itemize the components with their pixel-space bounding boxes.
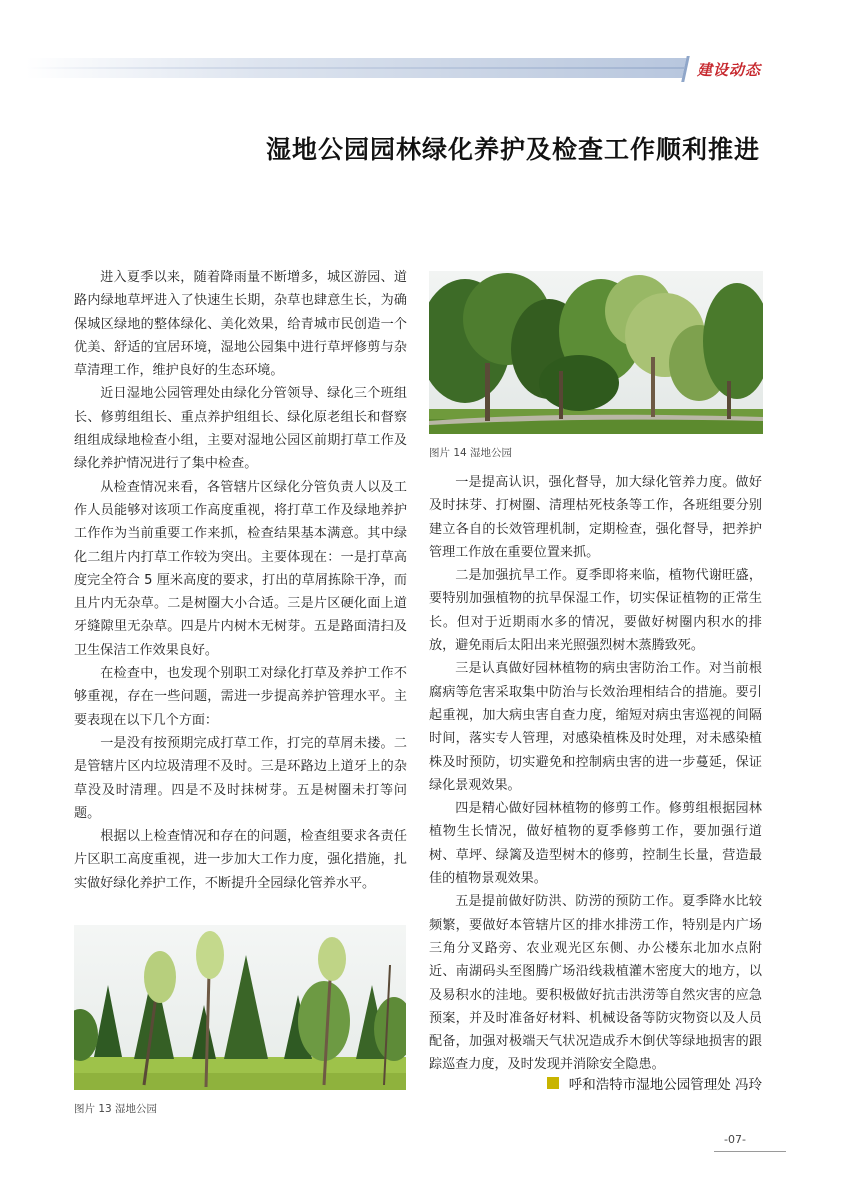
byline bbox=[547, 1073, 762, 1093]
page-number: -07- bbox=[724, 1133, 746, 1146]
figure-caption: 图片 14 湿地公园 bbox=[429, 447, 513, 459]
paragraph: 在检查中，也发现个别职工对绿化打草及养护工作不够重视，存在一些问题，需进一步提高养护管理水平。主要表现在以下几个方面： bbox=[74, 666, 407, 728]
section-label: 建设动态 bbox=[697, 61, 762, 79]
left-column bbox=[74, 266, 407, 895]
paragraph: 一是提高认识，强化督导，加大绿化管养力度。做好及时抹芽、打树圈、清理枯死枝条等工作，各班组要分别建立各自的长效管理机制，定期检查，强化督导，把养护管理工作放在重要位置来抓。 bbox=[429, 475, 762, 560]
header-band bbox=[26, 58, 694, 78]
byline-text: 呼和浩特市湿地公园管理处 冯玲 bbox=[568, 1077, 762, 1093]
right-column bbox=[429, 471, 762, 1077]
paragraph: 五是提前做好防洪、防涝的预防工作。夏季降水比较频繁，要做好本管辖片区的排水排涝工作，特别是内广场三角分叉路旁、农业观光区东侧、办公楼东北加水点附近、南湖码头至图腾广场沿线栽植灌木密度大的地方，以及易积水的洼地。要积极做好抗击洪涝等自然灾害的应急预案，并及时准备好材料、机械设备等防灾物资以及人员配备，加强对极端天气状况造成乔木倒伏等绿地损害的跟踪巡查力度，及时发现并消除安全隐患。 bbox=[429, 894, 762, 1073]
byline-square-icon bbox=[547, 1077, 559, 1089]
paragraph: 四是精心做好园林植物的修剪工作。修剪组根据园林植物生长情况，做好植物的夏季修剪工作，要加强行道树、草坪、绿篱及造型树木的修剪，控制生长量，营造最佳的植物景观效果。 bbox=[429, 801, 762, 887]
paragraph: 进入夏季以来，随着降雨量不断增多，城区游园、道路内绿地草坪进入了快速生长期，杂草也肆意生长，为确保城区绿地的整体绿化、美化效果，给青城市民创造一个优美、舒适的宜居环境，湿地公园集中进行草坪修剪与杂草清理工作，维护良好的生态环境。 bbox=[74, 270, 407, 379]
article-title: 湿地公园园林绿化养护及检查工作顺利推进 bbox=[265, 135, 760, 164]
paragraph: 三是认真做好园林植物的病虫害防治工作。对当前根腐病等危害采取集中防治与长效治理相结合的措施。要引起重视，加大病虫害自查力度，缩短对病虫害巡视的间隔时间，落实专人管理，对感染植株及时处理，对未感染植株及时预防，切实避免和控制病虫害的进一步蔓延，保证绿化景观效果。 bbox=[429, 661, 762, 793]
photo-wetland-park-trees bbox=[429, 271, 763, 434]
figure-caption: 图片 13 湿地公园 bbox=[74, 1103, 158, 1115]
page-rule bbox=[714, 1151, 786, 1152]
paragraph: 一是没有按预期完成打草工作，打完的草屑未搂。二是管辖片区内垃圾清理不及时。三是环路边上道牙上的杂草没及时清理。四是不及时抹树芽。五是树圈未打等问题。 bbox=[74, 735, 407, 821]
paragraph: 根据以上检查情况和存在的问题，检查组要求各责任片区职工高度重视，进一步加大工作力度，强化措施，扎实做好绿化养护工作，不断提升全园绿化管养水平。 bbox=[74, 829, 407, 891]
paragraph: 二是加强抗旱工作。夏季即将来临，植物代谢旺盛，要特别加强植物的抗旱保湿工作，切实保证植物的正常生长。但对于近期雨水多的情况，要做好树圈内积水的排放，避免雨后太阳出来光照强烈树木蒸腾致死。 bbox=[429, 568, 762, 654]
photo-wetland-park-lawn bbox=[74, 925, 406, 1090]
paragraph: 近日湿地公园管理处由绿化分管领导、绿化三个班组长、修剪组组长、重点养护组组长、绿化原老组长和督察组组成绿地检查小组，主要对湿地公园区前期打草工作及绿化养护情况进行了集中检查。 bbox=[74, 386, 407, 472]
paragraph: 从检查情况来看，各管辖片区绿化分管负责人以及工作人员能够对该项工作高度重视，将打草工作及绿地养护工作作为当前重要工作来抓，检查结果基本满意。其中绿化二组片内打草工作较为突出。主要体现在：一是打草高度完全符合 5 厘米高度的要求，打出的草屑拣除干净，而且片内无杂草。二是树圈大小合适。三是片区硬化面上道牙缝隙里无杂草。四是片内树木无树芽。五是路面清扫及卫生保洁工作效果良好。 bbox=[74, 479, 407, 658]
